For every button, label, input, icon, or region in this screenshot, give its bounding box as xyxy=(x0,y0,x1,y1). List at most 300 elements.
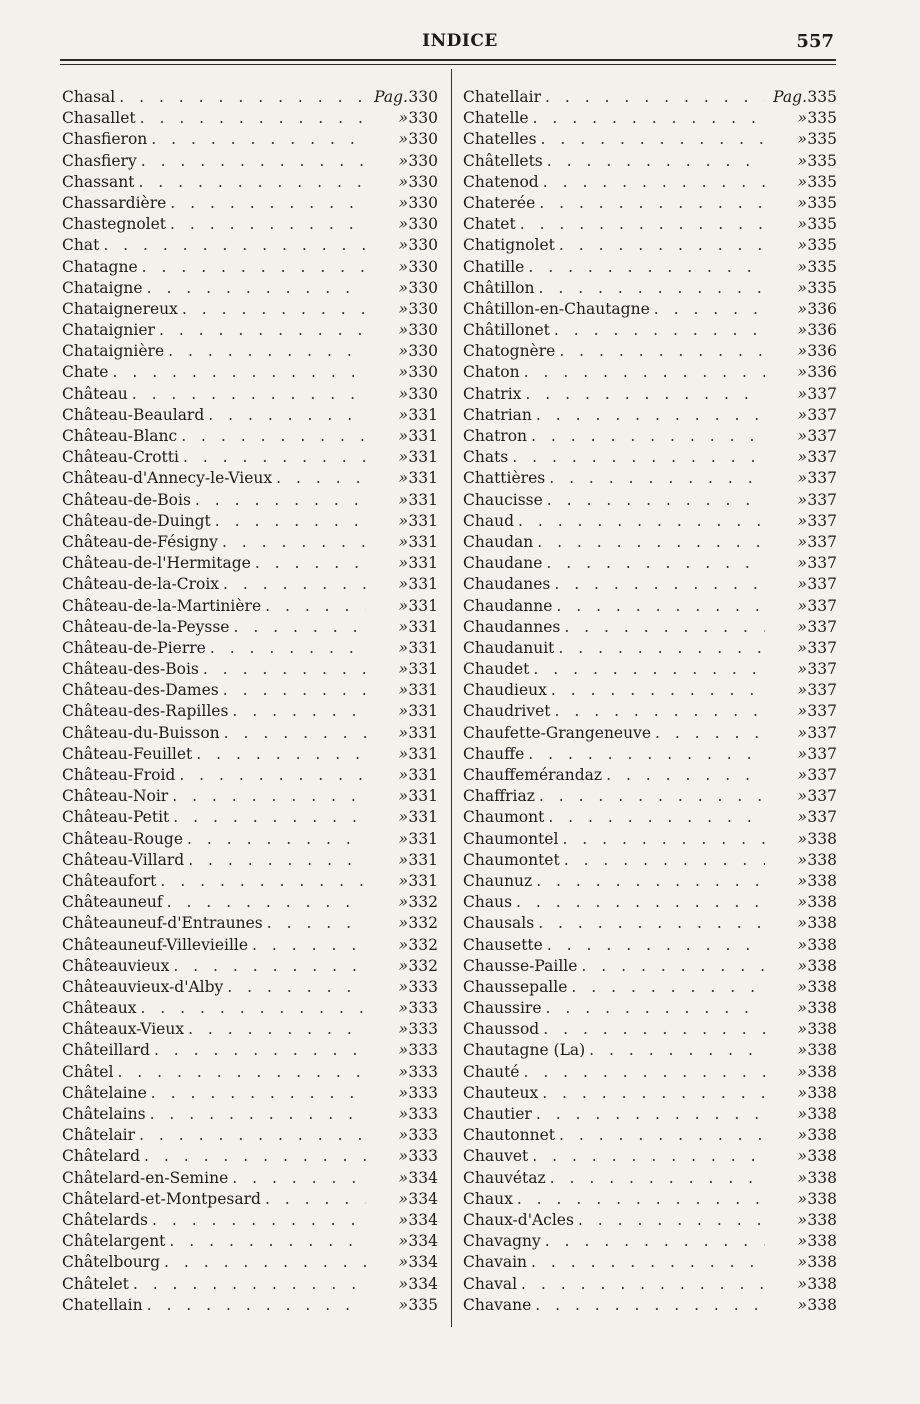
index-entry xyxy=(463,1274,837,1295)
dot-leader xyxy=(152,1210,366,1231)
dot-leader xyxy=(181,426,366,447)
header-rule xyxy=(60,59,836,61)
entry-ref-marker: » xyxy=(797,151,807,170)
index-entry xyxy=(463,638,837,659)
entry-ref-marker: » xyxy=(797,956,807,975)
entry-page-number: 330 xyxy=(408,321,438,340)
entry-page-number: 331 xyxy=(408,575,438,594)
dot-leader xyxy=(581,956,765,977)
entry-ref-marker: » xyxy=(398,384,408,403)
entry-page-number: 333 xyxy=(408,977,438,996)
entry-name: Chaterée xyxy=(463,193,536,212)
index-entry xyxy=(62,108,438,129)
entry-name: Chaval xyxy=(463,1274,518,1293)
entry-page-number: 336 xyxy=(807,363,837,382)
dot-leader xyxy=(516,892,765,913)
index-entry xyxy=(62,341,438,362)
entry-ref-marker: » xyxy=(797,1105,807,1123)
entry-page-number: 337 xyxy=(807,384,837,403)
index-entry xyxy=(463,829,837,850)
entry-page-number: 334 xyxy=(408,1232,438,1251)
index-entry xyxy=(463,108,837,129)
entry-page-number: 334 xyxy=(408,1210,438,1229)
entry-page-number: 338 xyxy=(807,1232,837,1251)
dot-leader xyxy=(119,87,366,108)
dot-leader xyxy=(151,1083,366,1104)
index-entry xyxy=(463,320,837,341)
entry-page-number: 337 xyxy=(807,787,837,806)
index-entry xyxy=(62,1168,438,1189)
entry-page-number: 333 xyxy=(408,1083,438,1102)
dot-leader xyxy=(523,1062,765,1083)
dot-leader xyxy=(535,1295,765,1316)
entry-page-number: 331 xyxy=(408,744,438,763)
entry-name: Chatille xyxy=(463,257,525,276)
entry-page-number: 337 xyxy=(807,554,837,573)
entry-page-number: 335 xyxy=(807,236,837,255)
index-entry xyxy=(62,638,438,659)
entry-page-number: 331 xyxy=(408,448,438,467)
entry-name: Chaus xyxy=(463,893,513,912)
entry-ref-marker: » xyxy=(398,1189,408,1208)
index-entry xyxy=(62,405,438,426)
entry-name: Chauvétaz xyxy=(463,1168,546,1187)
index-entry xyxy=(463,913,837,934)
dot-leader xyxy=(518,511,765,532)
dot-leader xyxy=(195,490,366,511)
entry-name: Chatignolet xyxy=(463,236,555,255)
entry-page-number: 335 xyxy=(807,193,837,212)
entry-ref-marker: » xyxy=(797,172,807,191)
entry-page-number: 332 xyxy=(408,914,438,933)
entry-page-number: 337 xyxy=(807,532,837,551)
index-entry xyxy=(463,1189,837,1210)
dot-leader xyxy=(164,1252,366,1273)
entry-page-number: 337 xyxy=(807,744,837,763)
entry-page-number: 338 xyxy=(807,893,837,912)
entry-page-number: 330 xyxy=(408,236,438,255)
index-entry xyxy=(463,129,837,150)
entry-page-number: 330 xyxy=(408,130,438,149)
index-entry xyxy=(463,1019,837,1040)
entry-ref-marker: » xyxy=(398,787,408,806)
entry-name: Château-de-Bois xyxy=(62,490,191,509)
index-entry xyxy=(62,1146,438,1167)
index-entry xyxy=(463,278,837,299)
dot-leader xyxy=(606,765,765,786)
dot-leader xyxy=(547,490,765,511)
entry-ref-marker: » xyxy=(398,744,408,763)
index-entry xyxy=(62,320,438,341)
entry-ref-marker: » xyxy=(398,808,408,827)
dot-leader xyxy=(531,426,765,447)
index-entry xyxy=(62,426,438,447)
entry-page-number: 337 xyxy=(807,448,837,467)
entry-ref-marker: » xyxy=(797,999,807,1018)
entry-page-number: 331 xyxy=(408,850,438,869)
index-entry xyxy=(463,426,837,447)
entry-name: Chasallet xyxy=(62,109,136,128)
entry-name: Chatognère xyxy=(463,342,556,361)
index-entry xyxy=(62,701,438,722)
entry-ref-marker: » xyxy=(797,1062,807,1081)
index-entry xyxy=(62,1210,438,1231)
entry-name: Châtelard xyxy=(62,1147,141,1166)
index-entry xyxy=(62,1019,438,1040)
entry-ref-marker: » xyxy=(398,193,408,212)
entry-page-number: 338 xyxy=(807,871,837,890)
entry-name: Chaffriaz xyxy=(463,787,535,806)
entry-name: Châteauneuf-Villevieille xyxy=(62,935,249,954)
entry-name: Chaufette-Grangeneuve xyxy=(463,723,652,742)
dot-leader xyxy=(539,786,765,807)
entry-name: Chatagne xyxy=(62,257,138,276)
entry-ref-marker: » xyxy=(398,1041,408,1060)
dot-leader xyxy=(169,1231,366,1252)
entry-ref-marker: » xyxy=(398,236,408,255)
entry-ref-marker: » xyxy=(398,427,408,445)
dot-leader xyxy=(168,341,366,362)
entry-name: Chassardière xyxy=(62,193,167,212)
entry-name: Chausette xyxy=(463,935,543,954)
entry-name: Château-Petit xyxy=(62,808,170,827)
entry-name: Châteaufort xyxy=(62,871,157,890)
dot-leader xyxy=(545,1231,765,1252)
entry-page-number: 337 xyxy=(807,469,837,488)
entry-page-number: 331 xyxy=(408,871,438,890)
entry-ref-marker: » xyxy=(398,1020,408,1039)
index-entry xyxy=(463,553,837,574)
entry-name: Chatellain xyxy=(62,1295,143,1314)
entry-page-number: 331 xyxy=(408,617,438,636)
entry-ref-marker: » xyxy=(797,1210,807,1229)
index-entry xyxy=(62,362,438,383)
entry-name: Chaudane xyxy=(463,554,543,573)
entry-ref-marker: » xyxy=(398,956,408,975)
dot-leader xyxy=(160,871,366,892)
entry-ref-marker: » xyxy=(797,617,807,636)
entry-ref-marker: » xyxy=(398,1232,408,1251)
entry-ref-marker: » xyxy=(398,448,408,467)
entry-ref-marker: » xyxy=(797,638,807,657)
index-entry xyxy=(62,1104,438,1125)
index-entry xyxy=(463,1168,837,1189)
entry-page-number: 334 xyxy=(408,1274,438,1293)
dot-leader xyxy=(533,108,765,129)
entry-page-number: 335 xyxy=(807,151,837,170)
entry-page-number: 338 xyxy=(807,1274,837,1293)
entry-name: Chatrian xyxy=(463,405,532,424)
index-entry xyxy=(463,511,837,532)
dot-leader xyxy=(545,87,765,108)
entry-ref-marker: » xyxy=(398,1274,408,1293)
dot-leader xyxy=(525,384,765,405)
header-rule-thin xyxy=(60,64,836,65)
index-column-right xyxy=(463,87,837,1316)
entry-name: Château-de-Fésigny xyxy=(62,532,218,551)
dot-leader xyxy=(141,151,366,172)
entry-name: Chauté xyxy=(463,1062,520,1081)
entry-page-number: 333 xyxy=(408,1105,438,1123)
entry-ref-marker: » xyxy=(797,596,807,615)
entry-name: Château-Blanc xyxy=(62,427,178,445)
entry-page-number: 335 xyxy=(807,215,837,234)
entry-ref-marker: » xyxy=(398,405,408,424)
entry-name: Chaudannes xyxy=(463,617,561,636)
entry-page-number: 330 xyxy=(408,384,438,403)
entry-page-number: 331 xyxy=(408,808,438,827)
entry-page-number: 338 xyxy=(807,850,837,869)
entry-page-number: 331 xyxy=(408,554,438,573)
dot-leader xyxy=(546,998,765,1019)
entry-page-number: 330 xyxy=(408,257,438,276)
index-entry xyxy=(62,257,438,278)
entry-page-number: 333 xyxy=(408,1020,438,1039)
entry-ref-marker: » xyxy=(797,829,807,848)
dot-leader xyxy=(578,1210,765,1231)
index-entry xyxy=(463,998,837,1019)
index-entry xyxy=(463,617,837,638)
entry-page-number: 337 xyxy=(807,638,837,657)
index-entry xyxy=(62,490,438,511)
entry-ref-marker: » xyxy=(797,109,807,128)
entry-page-number: 333 xyxy=(408,1062,438,1081)
entry-ref-marker: » xyxy=(398,1062,408,1081)
entry-ref-marker: » xyxy=(797,511,807,530)
dot-leader xyxy=(538,913,765,934)
index-entry xyxy=(463,257,837,278)
entry-page-number: 335 xyxy=(807,88,837,106)
entry-ref-marker: » xyxy=(398,660,408,679)
entry-name: Châtelbourg xyxy=(62,1253,161,1272)
entry-ref-marker: » xyxy=(797,1253,807,1272)
entry-ref-marker: » xyxy=(797,363,807,382)
entry-name: Chatrix xyxy=(463,384,522,403)
index-entry xyxy=(463,1231,837,1252)
entry-ref-marker: » xyxy=(398,723,408,742)
entry-ref-marker: » xyxy=(797,1020,807,1039)
entry-name: Château-des-Bois xyxy=(62,660,199,679)
entry-name: Château-Crotti xyxy=(62,448,179,467)
entry-page-number: 335 xyxy=(807,130,837,149)
entry-name: Château-de-Pierre xyxy=(62,638,206,657)
entry-page-number: 333 xyxy=(408,999,438,1018)
dot-leader xyxy=(524,362,765,383)
entry-ref-marker: » xyxy=(797,702,807,721)
column-divider xyxy=(451,69,452,1327)
entry-name: Chatelle xyxy=(463,109,529,128)
dot-leader xyxy=(562,829,765,850)
entry-name: Châtelard-en-Semine xyxy=(62,1168,229,1187)
index-entry xyxy=(463,1104,837,1125)
entry-name: Chasfieron xyxy=(62,130,148,149)
dot-leader xyxy=(571,977,765,998)
index-entry xyxy=(62,172,438,193)
entry-page-number: 335 xyxy=(807,109,837,128)
index-entry xyxy=(463,532,837,553)
entry-ref-marker: » xyxy=(797,1041,807,1060)
index-entry xyxy=(463,1210,837,1231)
dot-leader xyxy=(113,362,367,383)
index-entry xyxy=(463,447,837,468)
index-entry xyxy=(463,490,837,511)
dot-leader xyxy=(528,257,765,278)
entry-page-number: 330 xyxy=(408,215,438,234)
index-entry xyxy=(463,786,837,807)
index-entry xyxy=(463,1295,837,1316)
entry-page-number: 338 xyxy=(807,1041,837,1060)
entry-page-number: 337 xyxy=(807,660,837,679)
entry-name: Chats xyxy=(463,448,509,467)
dot-leader xyxy=(589,1040,765,1061)
index-entry xyxy=(62,1231,438,1252)
entry-name: Chauvet xyxy=(463,1147,529,1166)
index-entry xyxy=(463,680,837,701)
entry-name: Chatelles xyxy=(463,130,537,149)
entry-ref-marker: » xyxy=(398,511,408,530)
entry-page-number: 331 xyxy=(408,469,438,488)
index-entry xyxy=(463,596,837,617)
entry-page-number: 330 xyxy=(408,172,438,191)
dot-leader xyxy=(151,129,366,150)
entry-ref-marker: » xyxy=(398,151,408,170)
dot-leader xyxy=(188,1019,366,1040)
entry-name: Châtel xyxy=(62,1062,114,1081)
entry-ref-marker: » xyxy=(797,1295,807,1314)
dot-leader xyxy=(159,320,366,341)
entry-name: Chatenod xyxy=(463,172,539,191)
entry-name: Châteauneuf xyxy=(62,893,163,912)
dot-leader xyxy=(154,1040,366,1061)
dot-leader xyxy=(533,659,765,680)
index-entry xyxy=(463,744,837,765)
dot-leader xyxy=(117,1062,366,1083)
dot-leader xyxy=(547,151,765,172)
index-entry xyxy=(463,1146,837,1167)
index-entry xyxy=(62,1062,438,1083)
entry-name: Chaudet xyxy=(463,660,530,679)
dot-leader xyxy=(655,723,765,744)
page-number: 557 xyxy=(796,31,834,52)
entry-ref-marker: Pag. xyxy=(374,88,408,106)
entry-name: Chavain xyxy=(463,1253,528,1272)
entry-ref-marker: » xyxy=(797,808,807,827)
entry-name: Châtelains xyxy=(62,1105,146,1123)
index-entry xyxy=(463,87,837,108)
entry-page-number: 338 xyxy=(807,1062,837,1081)
dot-leader xyxy=(147,1295,366,1316)
entry-name: Chassant xyxy=(62,172,135,191)
dot-leader xyxy=(536,1104,765,1125)
entry-page-number: 336 xyxy=(807,342,837,361)
entry-page-number: 335 xyxy=(807,278,837,297)
entry-ref-marker: Pag. xyxy=(773,88,807,106)
dot-leader xyxy=(222,532,366,553)
dot-leader xyxy=(539,193,765,214)
entry-ref-marker: » xyxy=(398,596,408,615)
entry-name: Chatron xyxy=(463,427,528,445)
entry-ref-marker: » xyxy=(398,829,408,848)
entry-name: Château-de-Duingt xyxy=(62,511,211,530)
dot-leader xyxy=(138,172,366,193)
entry-name: Chauffemérandaz xyxy=(463,766,603,784)
index-entry xyxy=(463,214,837,235)
index-entry xyxy=(463,701,837,722)
dot-leader xyxy=(548,807,765,828)
entry-name: Châtillon-en-Chautagne xyxy=(463,299,650,318)
dot-leader xyxy=(227,977,366,998)
entry-ref-marker: » xyxy=(797,236,807,255)
entry-name: Château-du-Buisson xyxy=(62,723,220,742)
entry-name: Château-de-la-Peysse xyxy=(62,617,230,636)
entry-page-number: 331 xyxy=(408,766,438,784)
dot-leader xyxy=(276,468,366,489)
index-entry xyxy=(463,235,837,256)
entry-name: Chaumontet xyxy=(463,850,560,869)
index-entry xyxy=(463,1083,837,1104)
entry-ref-marker: » xyxy=(797,215,807,234)
index-entry xyxy=(62,1083,438,1104)
entry-page-number: 331 xyxy=(408,660,438,679)
index-entry xyxy=(463,1062,837,1083)
entry-ref-marker: » xyxy=(797,321,807,340)
entry-name: Chattières xyxy=(463,469,546,488)
entry-ref-marker: » xyxy=(797,130,807,149)
index-entry xyxy=(463,468,837,489)
entry-name: Chaucisse xyxy=(463,490,543,509)
index-entry xyxy=(62,1125,438,1146)
dot-leader xyxy=(182,299,366,320)
dot-leader xyxy=(542,1083,765,1104)
entry-name: Chaux-d'Acles xyxy=(463,1210,574,1229)
dot-leader xyxy=(232,701,366,722)
index-entry xyxy=(62,807,438,828)
entry-name: Châtillonet xyxy=(463,321,550,340)
entry-page-number: 330 xyxy=(408,88,438,106)
entry-name: Chaud xyxy=(463,511,514,530)
entry-name: Chataigne xyxy=(62,278,143,297)
entry-name: Château-Rouge xyxy=(62,829,184,848)
entry-page-number: 336 xyxy=(807,321,837,340)
dot-leader xyxy=(103,235,366,256)
entry-page-number: 335 xyxy=(807,257,837,276)
entry-ref-marker: » xyxy=(398,554,408,573)
index-entry xyxy=(62,278,438,299)
index-entry xyxy=(62,193,438,214)
dot-leader xyxy=(147,278,366,299)
entry-ref-marker: » xyxy=(398,532,408,551)
entry-page-number: 335 xyxy=(807,172,837,191)
index-entry xyxy=(62,574,438,595)
index-entry xyxy=(62,384,438,405)
entry-name: Château-Noir xyxy=(62,787,169,806)
entry-name: Châteauvieux-d'Alby xyxy=(62,977,224,996)
entry-ref-marker: » xyxy=(398,321,408,340)
entry-page-number: 330 xyxy=(408,342,438,361)
index-entry xyxy=(463,1040,837,1061)
entry-ref-marker: » xyxy=(398,617,408,636)
entry-page-number: 337 xyxy=(807,427,837,445)
dot-leader xyxy=(142,257,366,278)
entry-ref-marker: » xyxy=(398,702,408,721)
entry-name: Chaudieux xyxy=(463,681,547,700)
entry-name: Château-d'Annecy-le-Vieux xyxy=(62,469,273,488)
entry-ref-marker: » xyxy=(398,469,408,488)
entry-ref-marker: » xyxy=(797,1147,807,1166)
entry-name: Châteaux xyxy=(62,999,137,1018)
entry-ref-marker: » xyxy=(398,342,408,361)
entry-name: Châtelaine xyxy=(62,1083,147,1102)
